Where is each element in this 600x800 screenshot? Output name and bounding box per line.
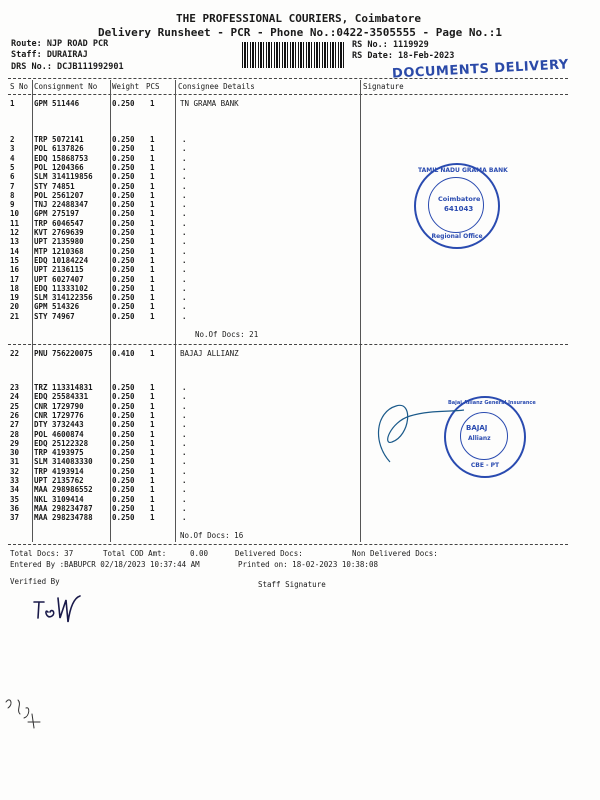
row-weight: 0.250 xyxy=(112,494,135,504)
bank-seal-code: 641043 xyxy=(444,205,474,213)
row-weight: 0.250 xyxy=(112,162,135,172)
row-consignment: TRP 4193975 xyxy=(34,448,84,458)
row-consignee: BAJAJ ALLIANZ xyxy=(180,349,239,358)
row-dot: . xyxy=(182,228,187,237)
row-sno: 9 xyxy=(10,200,15,210)
row-pcs: 1 xyxy=(150,401,155,411)
row-weight: 0.250 xyxy=(112,218,135,228)
verified-signature xyxy=(30,588,90,628)
row-pcs: 1 xyxy=(150,311,155,321)
row-consignee: TN GRAMA BANK xyxy=(180,99,239,108)
row-weight: 0.250 xyxy=(112,99,135,108)
row-dot: . xyxy=(182,172,187,182)
table-row xyxy=(0,219,600,228)
table-row xyxy=(0,144,600,153)
verified-by: Verified By xyxy=(10,577,60,586)
row-dot: . xyxy=(182,494,187,504)
runsheet-subtitle: Delivery Runsheet - PCR - Phone No.:0422-3505555 - Page No.:1 xyxy=(98,26,502,39)
documents-delivery-stamp: DOCUMENTS DELIVERY xyxy=(391,57,570,82)
row-sno: 12 xyxy=(10,228,20,237)
bank-seal-city: Coimbatore xyxy=(438,195,481,203)
total-cod-label: Total COD Amt: xyxy=(103,549,167,558)
row-consignment: NKL 3109414 xyxy=(34,494,84,504)
row-weight: 0.250 xyxy=(112,200,135,210)
row-dot: . xyxy=(182,485,187,495)
row-consignment: EDQ 15868753 xyxy=(34,153,89,163)
table-row xyxy=(0,513,600,522)
table-row xyxy=(0,476,600,485)
row-pcs: 1 xyxy=(150,209,155,219)
row-consignment: POL 6137826 xyxy=(34,144,84,154)
insurance-seal-bottom: CBE - PT xyxy=(470,462,500,469)
row-consignment: EDQ 25122328 xyxy=(34,438,89,448)
row-weight: 0.250 xyxy=(112,302,135,312)
row-weight: 0.410 xyxy=(112,349,135,358)
row-sno: 7 xyxy=(10,181,15,191)
row-pcs: 1 xyxy=(150,144,155,154)
row-consignment: POL 1204366 xyxy=(34,162,84,172)
row-sno: 10 xyxy=(10,209,20,219)
row-dot: . xyxy=(182,476,187,485)
table-row xyxy=(0,247,600,256)
row-sno: 8 xyxy=(10,190,15,200)
row-consignment: KVT 2769639 xyxy=(34,228,84,237)
row-consignment: TRZ 113314831 xyxy=(34,383,93,392)
row-weight: 0.250 xyxy=(112,457,135,467)
row-weight: 0.250 xyxy=(112,209,135,219)
delivered-docs: Delivered Docs: xyxy=(235,549,303,558)
row-sno: 36 xyxy=(10,503,20,513)
insurance-seal-sub: Allianz xyxy=(468,435,491,442)
row-sno: 16 xyxy=(10,265,20,275)
row-pcs: 1 xyxy=(150,274,155,284)
company-name: THE PROFESSIONAL COURIERS, Coimbatore xyxy=(176,12,422,25)
table-row xyxy=(0,256,600,265)
bank-seal xyxy=(414,163,508,249)
table-row-main xyxy=(0,349,600,358)
row-sno: 28 xyxy=(10,429,20,439)
row-pcs: 1 xyxy=(150,172,155,182)
row-weight: 0.250 xyxy=(112,429,135,439)
row-weight: 0.250 xyxy=(112,190,135,200)
row-consignment: TRP 4193914 xyxy=(34,466,84,476)
row-pcs: 1 xyxy=(150,237,155,247)
row-weight: 0.250 xyxy=(112,401,135,411)
no-of-docs-2: No.Of Docs: 16 xyxy=(180,531,244,540)
row-weight: 0.250 xyxy=(112,135,135,144)
row-sno: 35 xyxy=(10,494,20,504)
row-dot: . xyxy=(182,392,187,402)
row-weight: 0.250 xyxy=(112,293,135,303)
table-row xyxy=(0,383,600,392)
row-pcs: 1 xyxy=(150,349,155,358)
row-weight: 0.250 xyxy=(112,181,135,191)
row-weight: 0.250 xyxy=(112,503,135,513)
row-pcs: 1 xyxy=(150,162,155,172)
row-consignment: MTP 1210368 xyxy=(34,246,84,256)
row-consignment: SLM 314083330 xyxy=(34,457,93,467)
row-pcs: 1 xyxy=(150,200,155,210)
row-sno: 33 xyxy=(10,476,20,485)
row-sno: 11 xyxy=(10,218,20,228)
row-sno: 14 xyxy=(10,246,20,256)
row-dot: . xyxy=(182,410,187,420)
entered-by: Entered By :BABUPCR 02/18/2023 10:37:44 AM xyxy=(10,560,200,569)
row-consignment: MAA 298986552 xyxy=(34,485,93,495)
row-dot: . xyxy=(182,162,187,172)
row-dot: . xyxy=(182,200,187,210)
row-pcs: 1 xyxy=(150,392,155,402)
row-sno: 34 xyxy=(10,485,20,495)
row-dot: . xyxy=(182,265,187,275)
route-label: Route: NJP ROAD PCR xyxy=(11,39,109,49)
row-sno: 1 xyxy=(10,99,15,108)
divider-group-2 xyxy=(8,544,568,545)
divider-header xyxy=(8,94,568,95)
row-dot: . xyxy=(182,466,187,476)
row-consignment: EDQ 11333102 xyxy=(34,283,89,293)
row-pcs: 1 xyxy=(150,246,155,256)
row-sno: 18 xyxy=(10,283,20,293)
row-dot: . xyxy=(182,274,187,284)
column-headers xyxy=(0,82,600,91)
row-pcs: 1 xyxy=(150,438,155,448)
row-weight: 0.250 xyxy=(112,485,135,495)
row-pcs: 1 xyxy=(150,135,155,144)
row-weight: 0.250 xyxy=(112,255,135,265)
row-dot: . xyxy=(182,383,187,392)
bank-seal-bottom: Regional Office xyxy=(431,233,483,240)
row-sno: 15 xyxy=(10,255,20,265)
row-sno: 22 xyxy=(10,349,20,358)
row-pcs: 1 xyxy=(150,99,155,108)
row-dot: . xyxy=(182,401,187,411)
row-weight: 0.250 xyxy=(112,265,135,275)
row-dot: . xyxy=(182,448,187,458)
table-row xyxy=(0,154,600,163)
row-consignment: UPT 2136115 xyxy=(34,265,84,275)
row-pcs: 1 xyxy=(150,410,155,420)
row-weight: 0.250 xyxy=(112,476,135,485)
table-row xyxy=(0,172,600,181)
row-pcs: 1 xyxy=(150,302,155,312)
row-consignment: MAA 298234787 xyxy=(34,503,93,513)
row-pcs: 1 xyxy=(150,153,155,163)
row-weight: 0.250 xyxy=(112,392,135,402)
table-row xyxy=(0,504,600,513)
table-row xyxy=(0,312,600,321)
row-sno: 19 xyxy=(10,293,20,303)
insurance-seal-logo: BAJAJ xyxy=(466,424,488,432)
row-sno: 26 xyxy=(10,410,20,420)
row-dot: . xyxy=(182,181,187,191)
table-row xyxy=(0,495,600,504)
row-sno: 13 xyxy=(10,237,20,247)
table-row xyxy=(0,163,600,172)
row-consignment: GPM 514326 xyxy=(34,302,80,312)
row-sno: 17 xyxy=(10,274,20,284)
row-weight: 0.250 xyxy=(112,246,135,256)
non-delivered-docs: Non Delivered Docs: xyxy=(352,549,438,558)
row-sno: 3 xyxy=(10,144,15,154)
row-weight: 0.250 xyxy=(112,448,135,458)
table-row xyxy=(0,237,600,246)
row-consignment: GPM 511446 xyxy=(34,99,80,108)
row-sno: 37 xyxy=(10,513,20,523)
row-pcs: 1 xyxy=(150,190,155,200)
row-consignment: DTY 3732443 xyxy=(34,420,84,430)
table-row xyxy=(0,228,600,237)
rs-number: RS No.: 1119929 xyxy=(352,40,429,50)
row-consignment: TNJ 22488347 xyxy=(34,200,89,210)
row-sno: 2 xyxy=(10,135,15,144)
table-row xyxy=(0,275,600,284)
no-of-docs-1: No.Of Docs: 21 xyxy=(195,330,259,339)
table-row-main xyxy=(0,99,600,108)
row-weight: 0.250 xyxy=(112,438,135,448)
row-pcs: 1 xyxy=(150,265,155,275)
row-sno: 29 xyxy=(10,438,20,448)
row-dot: . xyxy=(182,283,187,293)
printed-on: Printed on: 18-02-2023 10:38:08 xyxy=(238,560,378,569)
row-weight: 0.250 xyxy=(112,172,135,182)
drs-number: DRS No.: DCJB111992901 xyxy=(11,62,124,72)
row-weight: 0.250 xyxy=(112,274,135,284)
divider-top xyxy=(8,78,568,79)
staff-signature: Staff Signature xyxy=(258,580,326,589)
table-row xyxy=(0,191,600,200)
row-sno: 23 xyxy=(10,383,20,392)
row-dot: . xyxy=(182,153,187,163)
row-dot: . xyxy=(182,503,187,513)
row-weight: 0.250 xyxy=(112,410,135,420)
row-consignment: SLM 314122356 xyxy=(34,293,93,303)
row-consignment: STY 74967 xyxy=(34,311,75,321)
col-weight: Weight xyxy=(112,82,140,91)
row-dot: . xyxy=(182,190,187,200)
row-pcs: 1 xyxy=(150,420,155,430)
row-sno: 32 xyxy=(10,466,20,476)
margin-scribble xyxy=(0,688,60,738)
row-sno: 20 xyxy=(10,302,20,312)
row-pcs: 1 xyxy=(150,494,155,504)
row-sno: 27 xyxy=(10,420,20,430)
row-consignment: GPM 275197 xyxy=(34,209,80,219)
row-pcs: 1 xyxy=(150,255,155,265)
row-sno: 6 xyxy=(10,172,15,182)
row-pcs: 1 xyxy=(150,228,155,237)
row-dot: . xyxy=(182,135,187,144)
row-weight: 0.250 xyxy=(112,420,135,430)
row-pcs: 1 xyxy=(150,503,155,513)
table-row xyxy=(0,265,600,274)
row-consignment: MAA 298234788 xyxy=(34,513,93,523)
row-dot: . xyxy=(182,302,187,312)
row-consignment: STY 74851 xyxy=(34,181,75,191)
row-sno: 30 xyxy=(10,448,20,458)
row-dot: . xyxy=(182,429,187,439)
staff-label: Staff: DURAIRAJ xyxy=(11,50,88,60)
row-consignment: EDQ 25584331 xyxy=(34,392,89,402)
row-weight: 0.250 xyxy=(112,383,135,392)
row-weight: 0.250 xyxy=(112,237,135,247)
rs-date: RS Date: 18-Feb-2023 xyxy=(352,51,455,61)
row-sno: 5 xyxy=(10,162,15,172)
row-weight: 0.250 xyxy=(112,513,135,523)
row-dot: . xyxy=(182,144,187,154)
row-consignment: POL 2561207 xyxy=(34,190,84,200)
row-sno: 24 xyxy=(10,392,20,402)
row-dot: . xyxy=(182,311,187,321)
row-sno: 21 xyxy=(10,311,20,321)
insurance-seal-top: Bajaj Allianz General Insurance xyxy=(448,400,536,406)
col-pcs: PCS xyxy=(146,82,160,91)
row-dot: . xyxy=(182,438,187,448)
row-pcs: 1 xyxy=(150,485,155,495)
barcode xyxy=(242,42,346,68)
row-pcs: 1 xyxy=(150,476,155,485)
row-dot: . xyxy=(182,209,187,219)
row-dot: . xyxy=(182,255,187,265)
col-signature: Signature xyxy=(363,82,404,91)
row-sno: 25 xyxy=(10,401,20,411)
table-row xyxy=(0,302,600,311)
row-dot: . xyxy=(182,293,187,303)
row-dot: . xyxy=(182,513,187,523)
divider-group-1 xyxy=(8,344,568,345)
table-row xyxy=(0,485,600,494)
row-consignment: TRP 5072141 xyxy=(34,135,84,144)
col-consignee: Consignee Details xyxy=(178,82,255,91)
row-consignment: UPT 2135762 xyxy=(34,476,84,485)
row-weight: 0.250 xyxy=(112,466,135,476)
row-pcs: 1 xyxy=(150,293,155,303)
row-weight: 0.250 xyxy=(112,311,135,321)
table-row xyxy=(0,293,600,302)
row-pcs: 1 xyxy=(150,513,155,523)
row-consignment: CNR 1729776 xyxy=(34,410,84,420)
row-consignment: PNU 756220075 xyxy=(34,349,93,358)
row-pcs: 1 xyxy=(150,448,155,458)
col-sno: S No xyxy=(10,82,29,91)
row-consignment: UPT 6027407 xyxy=(34,274,84,284)
row-pcs: 1 xyxy=(150,457,155,467)
table-row xyxy=(0,182,600,191)
total-docs: Total Docs: 37 xyxy=(10,549,74,558)
row-pcs: 1 xyxy=(150,218,155,228)
bank-seal-top: TAMIL NADU GRAMA BANK xyxy=(418,167,508,174)
table-row xyxy=(0,200,600,209)
total-cod-value: 0.00 xyxy=(190,549,209,558)
row-consignment: POL 4600874 xyxy=(34,429,84,439)
row-weight: 0.250 xyxy=(112,144,135,154)
row-weight: 0.250 xyxy=(112,283,135,293)
row-pcs: 1 xyxy=(150,383,155,392)
row-dot: . xyxy=(182,218,187,228)
row-consignment: TRP 6046547 xyxy=(34,218,84,228)
col-consignment: Consignment No xyxy=(34,82,98,91)
row-weight: 0.250 xyxy=(112,228,135,237)
row-consignment: SLM 314119856 xyxy=(34,172,93,182)
row-pcs: 1 xyxy=(150,429,155,439)
table-row xyxy=(0,209,600,218)
row-pcs: 1 xyxy=(150,466,155,476)
row-sno: 4 xyxy=(10,153,15,163)
row-dot: . xyxy=(182,420,187,430)
row-consignment: CNR 1729790 xyxy=(34,401,84,411)
table-row xyxy=(0,135,600,144)
row-pcs: 1 xyxy=(150,283,155,293)
row-consignment: EDQ 10184224 xyxy=(34,255,89,265)
row-consignment: UPT 2135980 xyxy=(34,237,84,247)
row-sno: 31 xyxy=(10,457,20,467)
row-pcs: 1 xyxy=(150,181,155,191)
insurance-signature xyxy=(370,392,470,472)
row-weight: 0.250 xyxy=(112,153,135,163)
row-dot: . xyxy=(182,246,187,256)
row-dot: . xyxy=(182,457,187,467)
table-row xyxy=(0,284,600,293)
row-dot: . xyxy=(182,237,187,247)
